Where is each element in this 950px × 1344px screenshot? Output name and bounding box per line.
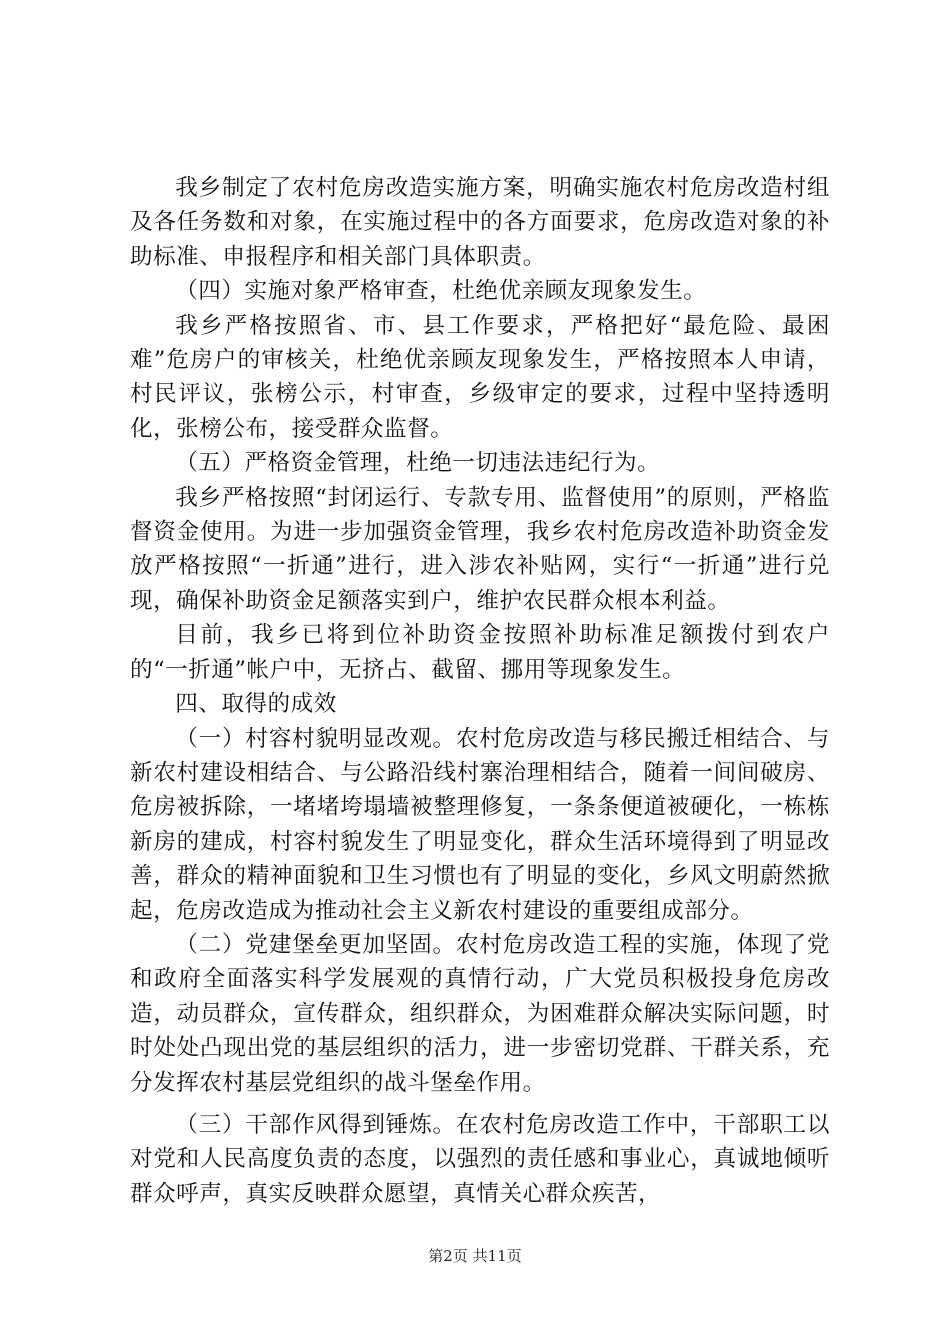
page-number-footer: 第2页 共11页: [428, 1247, 522, 1265]
paragraph-cadre-style: （三）干部作风得到锤炼。在农村危房改造工作中，干部职工以对党和人民高度负责的态度，以强烈的责任感和事业心，真诚地倾听群众呼声，真实反映群众愿望，真情关心群众疾苦，: [130, 1111, 830, 1207]
paragraph-fund-disbursement: 目前，我乡已将到位补助资金按照补助标准足额拨付到农户的“一折通”帐户中，无挤占、截留、挪用等现象发生。: [130, 622, 830, 683]
section-heading-achievements: 四、取得的成效: [175, 691, 337, 718]
paragraph-review-process: 我乡严格按照省、市、县工作要求，严格把好“最危险、最困难”危房户的审核关，杜绝优亲顾友现象发生，严格按照本人申请，村民评议，张榜公示，村审查，乡级审定的要求，过程中坚持透明化，张榜公布，接受群众监督。: [130, 312, 830, 442]
paragraph-implementation-plan: 我乡制定了农村危房改造实施方案，明确实施农村危房改造村组及各任务数和对象，在实施过程中的各方面要求，危房改造对象的补助标准、申报程序和相关部门具体职责。: [130, 175, 830, 270]
subheading-strict-review: （四）实施对象严格审查，杜绝优亲顾友现象发生。: [175, 278, 707, 305]
paragraph-fund-supervision: 我乡严格按照“封闭运行、专款专用、监督使用”的原则，严格监督资金使用。为进一步加强资金管理，我乡农村危房改造补助资金发放严格按照“一折通”进行，进入涉农补贴网，实行“一折通”进行兑现，确保补助资金足额落实到户，维护农民群众根本利益。: [130, 484, 830, 614]
paragraph-village-appearance: （一）村容村貌明显改观。农村危房改造与移民搬迁相结合、与新农村建设相结合、与公路沿线村寨治理相结合，随着一间间破房、危房被拆除，一堵堵垮塌墙被整理修复，一条条便道被硬化，一栋栋新房的建成，村容村貌发生了明显变化，群众生活环境得到了明显改善，群众的精神面貌和卫生习惯也有了明显的变化，乡风文明蔚然掀起，危房改造成为推动社会主义新农村建设的重要组成部分。: [130, 725, 830, 924]
document-body: [130, 171, 830, 1211]
subheading-fund-management: （五）严格资金管理，杜绝一切违法违纪行为。: [175, 450, 661, 477]
paragraph-party-building: （二）党建堡垒更加坚固。农村危房改造工程的实施，体现了党和政府全面落实科学发展观的真情行动，广大党员积极投身危房改造，动员群众，宣传群众，组织群众，为困难群众解决实际问题，时时处处凸现出党的基层组织的活力，进一步密切党群、干群关系，充分发挥农村基层党组织的战斗堡垒作用。: [130, 931, 830, 1096]
